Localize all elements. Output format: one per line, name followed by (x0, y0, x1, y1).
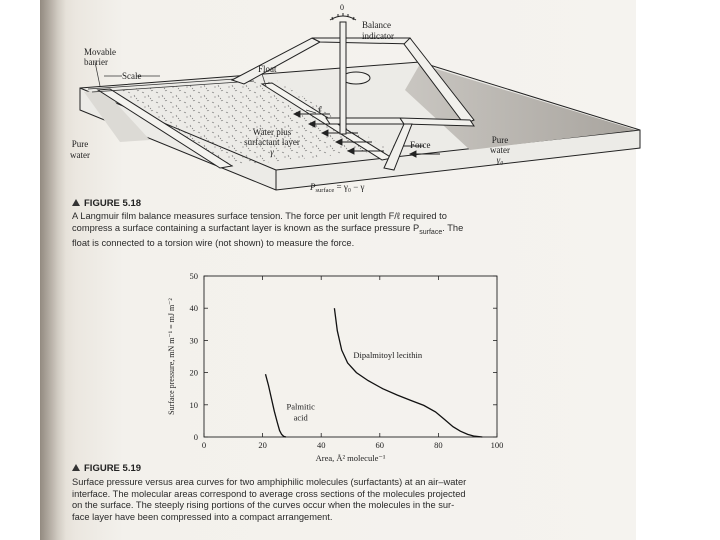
y-tick-label: 30 (189, 335, 198, 346)
y-tick-label: 20 (189, 367, 198, 378)
dial-zero-label: 0 (340, 3, 344, 12)
equation-p: P (310, 182, 316, 192)
force-label: Force (410, 140, 431, 150)
x-tick-label: 20 (258, 440, 267, 450)
float-label: Float (258, 64, 277, 74)
figure-label-prefix: FIGURE (84, 463, 120, 474)
figure-label-number: 5.18 (122, 198, 142, 209)
movable-barrier-label-2: barrier (84, 57, 108, 67)
y-axis-label: Surface pressure, mN m⁻¹ = mJ m⁻² (167, 298, 176, 415)
balance-indicator-label: Balance (362, 20, 391, 30)
surfactant-gamma-label: γ (270, 147, 274, 157)
caption-line-tail: . The (442, 222, 464, 233)
caption-subscript: surface (419, 228, 443, 236)
y-tick-label: 50 (189, 271, 198, 281)
caption-line (72, 223, 463, 238)
x-axis-label: Area, Å² molecule⁻¹ (315, 453, 386, 463)
surfactant-label-2: surfactant layer (244, 137, 300, 147)
scale-label: Scale (122, 71, 142, 81)
caption-line: interface. The molecular areas correspond to average cross sections of the molecules projected (72, 488, 466, 499)
pure-water-right-gamma-label: γ₀ (496, 155, 504, 165)
figure-5-19-caption (72, 477, 466, 523)
caption-line: A Langmuir film balance measures surface tension. The force per unit length F/ℓ required to (72, 211, 447, 221)
figure-marker-icon (72, 464, 80, 471)
x-tick-label: 40 (316, 440, 326, 450)
figure-5-18-caption (72, 211, 463, 250)
figure-marker-icon (72, 199, 80, 206)
langmuir-diagram (0, 0, 720, 200)
pure-water-right-label-2: water (490, 145, 510, 155)
series-label-dipalmitoyl-lecithin: Dipalmitoyl lecithin (353, 350, 423, 361)
caption-line: on the surface. The steeply rising portions of the curves occur when the molecules in the sur- (72, 500, 455, 511)
x-tick-label: 60 (375, 440, 385, 450)
y-tick-label: 0 (193, 432, 198, 442)
movable-barrier-label: Movable (84, 47, 116, 57)
caption-line-text: compress a surface containing a surfactant layer is known as the surface pressure P (72, 222, 420, 233)
equation-sub: surface (315, 187, 335, 194)
caption-line: Surface pressure versus area curves for two amphiphilic molecules (surfactants) at an air–water (72, 477, 467, 487)
x-tick-label: 80 (434, 440, 443, 450)
x-tick-label: 0 (201, 440, 207, 450)
x-tick-label: 100 (490, 440, 504, 450)
balance-indicator-label-2: indicator (362, 31, 394, 41)
y-tick-label: 10 (189, 399, 198, 410)
figure-label-prefix: FIGURE (84, 198, 120, 209)
caption-line: face layer have been compressed into a compact arrangement. (72, 511, 333, 522)
pure-water-left-label-2: water (70, 150, 90, 160)
caption-line: float is connected to a torsion wire (not shown) to measure the force. (72, 238, 355, 249)
figure-5-19-label (72, 463, 141, 474)
pure-water-left-label: Pure (71, 139, 89, 149)
equation-rhs: = γ₀ − γ (334, 182, 365, 192)
series-label-palmitic-acid: Palmitic (286, 401, 315, 412)
series-label-palmitic-acid-2: acid (293, 412, 308, 423)
surfactant-label: Water plus (252, 127, 292, 137)
figure-5-18-label (72, 198, 141, 209)
y-tick-label: 40 (189, 303, 198, 314)
ell-label: ℓ (318, 104, 322, 114)
pure-water-right-label: Pure (491, 135, 509, 145)
figure-label-number: 5.19 (122, 463, 142, 474)
